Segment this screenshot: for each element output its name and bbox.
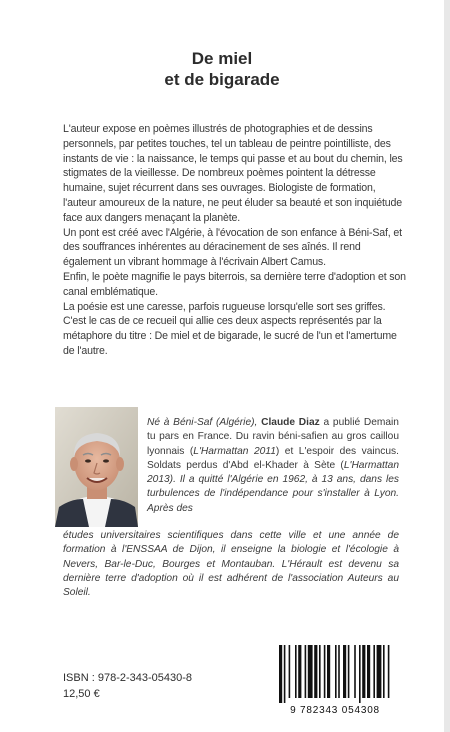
title-line-1: De miel: [191, 49, 253, 68]
summary-paragraph-2: Un pont est créé avec l'Algérie, à l'évocation de son enfance à Béni-Saf, et des souffrances inhérentes au déracinement de ses aînés. Il rend également un vibrant hommage à l'écrivain Albert Camus.: [63, 226, 402, 269]
isbn-block: [63, 670, 192, 702]
summary-paragraph-3: Enfin, le poète magnifie le pays biterrois, sa dernière terre d'adoption et son canal emblématique.: [63, 270, 406, 298]
book-title: [0, 48, 444, 90]
book-summary: [63, 122, 411, 359]
barcode-digits: 9 782343 054308: [290, 705, 380, 716]
author-portrait-image: [55, 407, 138, 527]
summary-paragraph-4: La poésie est une caresse, parfois rugueuse lorsqu'elle sort ses griffes. C'est le cas de ce recueil qui allie ces deux aspects représentés par la métaphore du titre : De miel et de bigarade, le sucré de l'un et l'amertume de l'autre.: [63, 300, 397, 357]
bio-intro: Né à Béni-Saf (Algérie),: [147, 417, 258, 428]
bio-text-2: ) et L'espoir des vaincus. Soldats perdus d'Abd el-Khader à Sète (: [147, 445, 399, 471]
bio-text-1: a publié Demain tu pars en France. Du ravin béni-safien au gros caillou lyonnais (: [147, 417, 399, 457]
barcode-bars: [273, 643, 397, 703]
bio-text-3: ). Il a quitté l'Algérie en 1962, à 13 ans, dans les turbulences de l'indépendance pour s'installer à Lyon. Après des: [147, 474, 399, 514]
author-name: Claude Diaz: [261, 417, 320, 428]
isbn-number: ISBN : 978-2-343-05430-8: [63, 672, 193, 684]
bio-continued-text: études universitaires scientifiques dans cette ville et une année de formation à l'ENSSAA de Dijon, il enseigne la biologie et l'écologie à Nevers, Bar-le-Duc, Bourges et Montauban. L'Hérault est devenu sa dernière terre d'adoption où il est adhérent de l'association Auteurs au Soleil.: [63, 530, 399, 599]
author-photo: [55, 407, 138, 527]
bio-book-2: L'Harmattan 2013: [147, 459, 399, 486]
bio-book-1: L'Harmattan 2011: [193, 445, 276, 457]
summary-paragraph-1: L'auteur expose en poèmes illustrés de photographies et de dessins personnels, par petites touches, tel un tableau de peintre pointilliste, des instants de vie : la naissance, le temps qui passe et au bout du chemin, les stigmates de la vieillesse. De nombreux poèmes pointent la détresse humaine, sujet récurrent dans ses ouvrages. Biologiste de formation, l'auteur amoureux de la nature, ne peut éluder sa beauté et son inquiétude face aux dangers menaçant la planète.: [63, 123, 403, 224]
book-price: 12,50 €: [63, 688, 100, 700]
barcode: [273, 643, 397, 716]
author-bio: [147, 416, 399, 516]
author-bio-continued: [63, 529, 399, 600]
title-line-2: et de bigarade: [164, 70, 280, 89]
